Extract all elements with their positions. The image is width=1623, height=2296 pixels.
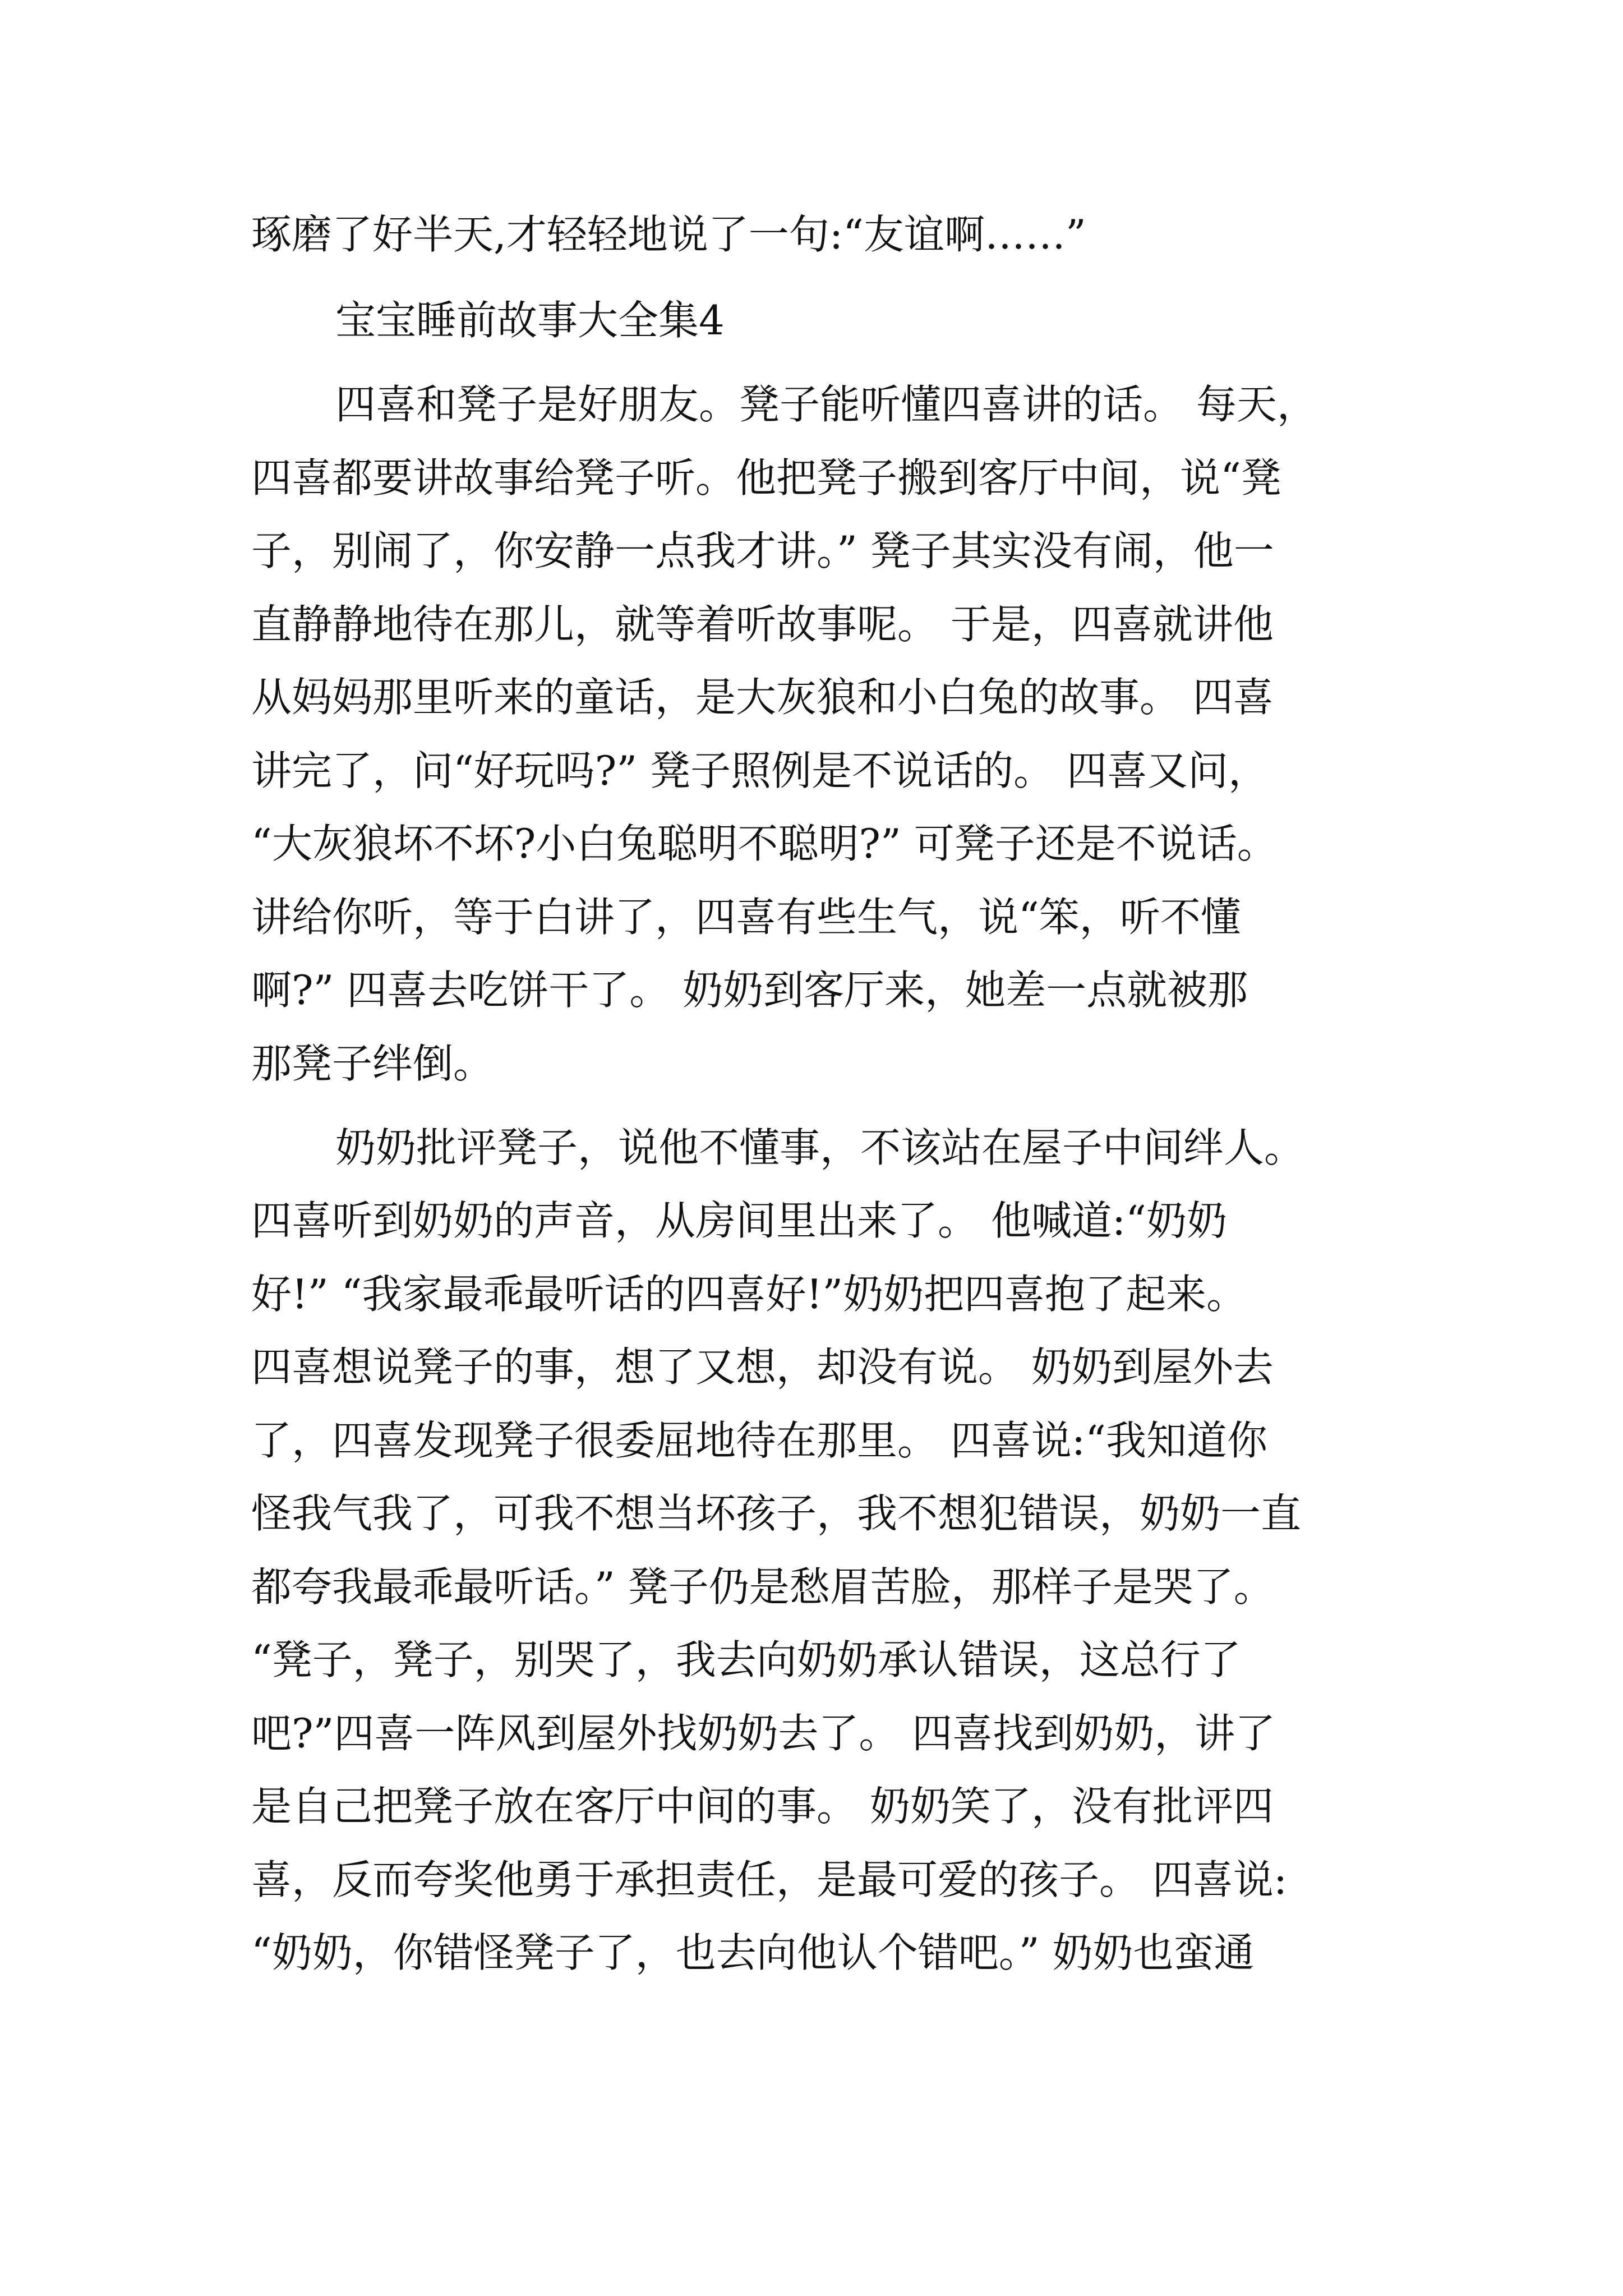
text-line: 琢磨了好半天,才轻轻地说了一句:“友谊啊……” bbox=[251, 211, 1086, 258]
text-line: 怪我气我了，可我不想当坏孩子，我不想犯错误，奶奶一直 bbox=[251, 1490, 1302, 1537]
text-line: 是自己把凳子放在客厅中间的事。 奶奶笑了，没有批评四 bbox=[251, 1783, 1274, 1830]
text-line: 四喜听到奶奶的声音，从房间里出来了。 他喊道:“奶奶 bbox=[251, 1197, 1227, 1244]
text-line: 吧?”四喜一阵风到屋外找奶奶去了。 四喜找到奶奶，讲了 bbox=[251, 1710, 1276, 1757]
text-line: 啊?” 四喜去吃饼干了。 奶奶到客厅来，她差一点就被那 bbox=[251, 967, 1248, 1014]
text-line: “奶奶，你错怪凳子了，也去向他认个错吧。” 奶奶也蛮通 bbox=[251, 1929, 1255, 1976]
text-line: 那凳子绊倒。 bbox=[251, 1040, 494, 1087]
text-line: “大灰狼坏不坏?小白兔聪明不聪明?” 可凳子还是不说话。 bbox=[251, 820, 1278, 867]
text-line: “凳子，凳子，别哭了，我去向奶奶承认错误，这总行了 bbox=[251, 1636, 1241, 1683]
text-line: 四喜和凳子是好朋友。凳子能听懂四喜讲的话。 每天， bbox=[335, 381, 1317, 428]
text-line: 好!” “我家最乖最听话的四喜好!”奶奶把四喜抱了起来。 bbox=[251, 1271, 1247, 1318]
text-line: 讲完了，问“好玩吗?” 凳子照例是不说话的。 四喜又问， bbox=[251, 747, 1269, 794]
text-line: 子，别闹了，你安静一点我才讲。” 凳子其实没有闹，他一 bbox=[251, 527, 1274, 574]
text-line: 四喜想说凳子的事，想了又想，却没有说。 奶奶到屋外去 bbox=[251, 1343, 1274, 1391]
text-line: 都夸我最乖最听话。” 凳子仍是愁眉苦脸，那样子是哭了。 bbox=[251, 1563, 1274, 1611]
section-heading: 宝宝睡前故事大全集4 bbox=[335, 297, 725, 344]
text-line: 了，四喜发现凳子很委屈地待在那里。 四喜说:“我知道你 bbox=[251, 1417, 1267, 1464]
text-line: 讲给你听，等于白讲了，四喜有些生气，说“笨，听不懂 bbox=[251, 894, 1241, 941]
text-line: 奶奶批评凳子，说他不懂事，不该站在屋子中间绊人。 bbox=[335, 1124, 1305, 1171]
text-line: 四喜都要讲故事给凳子听。他把凳子搬到客厅中间，说“凳 bbox=[251, 454, 1281, 501]
text-line: 喜，反而夸奖他勇于承担责任，是最可爱的孩子。 四喜说: bbox=[251, 1856, 1288, 1903]
text-line: 直静静地待在那儿，就等着听故事呢。 于是，四喜就讲他 bbox=[251, 601, 1274, 648]
text-line: 从妈妈那里听来的童话，是大灰狼和小白兔的故事。 四喜 bbox=[251, 674, 1274, 721]
